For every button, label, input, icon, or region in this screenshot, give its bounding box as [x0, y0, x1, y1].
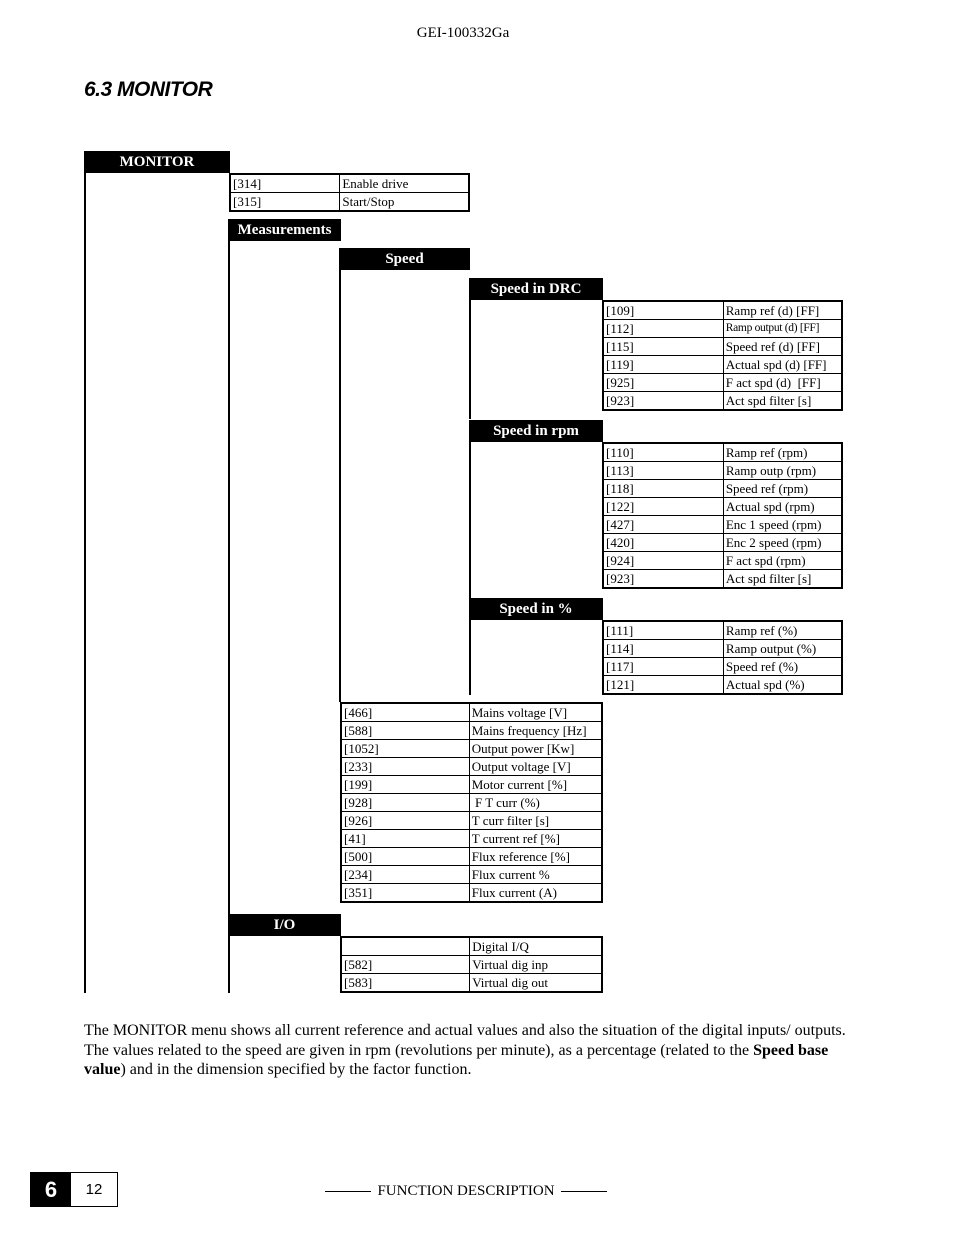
parameter-name: Digital I/Q [470, 937, 602, 956]
table-row[interactable] [603, 534, 842, 552]
footer [0, 1183, 932, 1200]
speed-pct-tree-line [469, 619, 471, 695]
io-table [340, 936, 603, 993]
parameter-code [341, 937, 470, 956]
parameter-name: T curr filter [s] [469, 812, 602, 830]
parameter-name: Mains frequency [Hz] [469, 722, 602, 740]
parameter-name: Flux current (A) [469, 884, 602, 903]
description-text: The MONITOR menu shows all current reference and actual values and also the situation of the digital inputs/ outputs. The values related to the speed are given in rpm (revolutions per minute), as a percentage (related to the [84, 1022, 846, 1059]
parameter-name: Actual spd (rpm) [723, 498, 842, 516]
table-row[interactable] [341, 794, 602, 812]
parameter-name: Act spd filter [s] [723, 392, 842, 411]
parameter-name: Speed ref (%) [723, 658, 842, 676]
parameter-name: Ramp ref (d) [FF] [723, 301, 842, 320]
parameter-code: [420] [603, 534, 723, 552]
parameter-code: [234] [341, 866, 469, 884]
parameter-name: Ramp output (%) [723, 640, 842, 658]
parameter-code: [928] [341, 794, 469, 812]
parameter-code: [118] [603, 480, 723, 498]
description-text-end: ) and in the dimension specified by the factor function. [120, 1061, 472, 1078]
parameter-name: Ramp output (d) [FF] [723, 320, 842, 338]
table-row[interactable] [603, 516, 842, 534]
speed-in-drc-header[interactable]: Speed in DRC [469, 278, 603, 300]
speed-in-percent-header[interactable]: Speed in % [469, 598, 603, 620]
parameter-code: [583] [341, 974, 470, 993]
footer-rule-left [325, 1191, 371, 1192]
parameter-name: Flux current % [469, 866, 602, 884]
parameter-code: [119] [603, 356, 723, 374]
speed-drc-tree-line [469, 299, 471, 419]
table-row[interactable] [603, 676, 842, 695]
table-row[interactable] [341, 812, 602, 830]
parameter-name: Speed ref (d) [FF] [723, 338, 842, 356]
table-row[interactable] [341, 776, 602, 794]
table-row[interactable] [341, 884, 602, 903]
parameter-name: Output voltage [V] [469, 758, 602, 776]
table-row[interactable] [603, 621, 842, 640]
parameter-code: [924] [603, 552, 723, 570]
table-row[interactable] [603, 498, 842, 516]
parameter-code: [925] [603, 374, 723, 392]
monitor-tree-line [84, 172, 86, 993]
speed-in-rpm-header[interactable]: Speed in rpm [469, 420, 603, 442]
parameter-name: Act spd filter [s] [723, 570, 842, 589]
table-row[interactable] [603, 462, 842, 480]
parameter-code: [109] [603, 301, 723, 320]
table-row[interactable] [341, 866, 602, 884]
table-row[interactable] [341, 937, 602, 956]
description-paragraph [84, 1021, 854, 1080]
parameter-name: Enc 1 speed (rpm) [723, 516, 842, 534]
parameter-code: [582] [341, 956, 470, 974]
parameter-code: [117] [603, 658, 723, 676]
parameter-name: Enc 2 speed (rpm) [723, 534, 842, 552]
speed-header[interactable]: Speed [339, 248, 470, 270]
description-bold-term: Speed base value [84, 1041, 829, 1078]
parameter-code: [110] [603, 443, 723, 462]
parameter-name: Virtual dig inp [470, 956, 602, 974]
parameter-code: [923] [603, 392, 723, 411]
parameter-code: [500] [341, 848, 469, 866]
parameter-code: [588] [341, 722, 469, 740]
parameter-code: [41] [341, 830, 469, 848]
speed-rpm-tree-line [469, 441, 471, 598]
parameter-name: Speed ref (rpm) [723, 480, 842, 498]
parameter-name: Actual spd (d) [FF] [723, 356, 842, 374]
table-row[interactable] [341, 740, 602, 758]
parameter-code: [926] [341, 812, 469, 830]
parameter-name: Virtual dig out [470, 974, 602, 993]
parameter-name: Output power [Kw] [469, 740, 602, 758]
monitor-parameter-table [229, 173, 470, 212]
table-row[interactable] [603, 338, 842, 356]
section-title: 6.3 MONITOR [84, 78, 213, 101]
parameter-code: [315] [230, 193, 340, 212]
parameter-name: Mains voltage [V] [469, 703, 602, 722]
measurements-header[interactable]: Measurements [228, 219, 341, 241]
table-row[interactable] [341, 974, 602, 993]
io-header[interactable]: I/O [228, 914, 341, 936]
speed-in-drc-table [602, 300, 843, 411]
measurements-table [340, 702, 603, 903]
table-row[interactable] [603, 356, 842, 374]
table-row[interactable] [230, 193, 469, 212]
parameter-name: F act spd (rpm) [723, 552, 842, 570]
footer-label: FUNCTION DESCRIPTION [377, 1183, 555, 1199]
io-tree-line [228, 935, 230, 993]
parameter-name: F T curr (%) [469, 794, 602, 812]
parameter-code: [233] [341, 758, 469, 776]
parameter-name: F act spd (d) [FF] [723, 374, 842, 392]
parameter-code: [314] [230, 174, 340, 193]
parameter-code: [199] [341, 776, 469, 794]
table-row[interactable] [603, 552, 842, 570]
table-row[interactable] [341, 758, 602, 776]
parameter-code: [122] [603, 498, 723, 516]
parameter-name: Enable drive [340, 174, 469, 193]
parameter-code: [1052] [341, 740, 469, 758]
table-row[interactable] [603, 570, 842, 589]
parameter-code: [923] [603, 570, 723, 589]
measurements-tree-line [228, 240, 230, 915]
table-row[interactable] [603, 374, 842, 392]
chapter-number: 6 [31, 1173, 71, 1206]
parameter-code: [114] [603, 640, 723, 658]
parameter-name: Start/Stop [340, 193, 469, 212]
parameter-code: [115] [603, 338, 723, 356]
parameter-name: Flux reference [%] [469, 848, 602, 866]
parameter-code: [113] [603, 462, 723, 480]
table-row[interactable] [603, 658, 842, 676]
table-row[interactable] [341, 703, 602, 722]
table-row[interactable] [341, 722, 602, 740]
page-number: 12 [85, 1181, 103, 1198]
speed-in-percent-table [602, 620, 843, 695]
table-row[interactable] [603, 480, 842, 498]
parameter-name: Motor current [%] [469, 776, 602, 794]
parameter-code: [121] [603, 676, 723, 695]
speed-in-rpm-table [602, 442, 843, 589]
footer-rule-right [561, 1191, 607, 1192]
table-row[interactable] [603, 320, 842, 338]
table-row[interactable] [603, 443, 842, 462]
table-row[interactable] [603, 392, 842, 411]
table-row[interactable] [341, 848, 602, 866]
parameter-name: T current ref [%] [469, 830, 602, 848]
parameter-name: Ramp ref (%) [723, 621, 842, 640]
parameter-code: [427] [603, 516, 723, 534]
parameter-code: [466] [341, 703, 469, 722]
table-row[interactable] [603, 301, 842, 320]
parameter-code: [112] [603, 320, 723, 338]
parameter-name: Ramp ref (rpm) [723, 443, 842, 462]
table-row[interactable] [603, 640, 842, 658]
speed-tree-line [339, 269, 341, 702]
parameter-name: Ramp outp (rpm) [723, 462, 842, 480]
monitor-header[interactable]: MONITOR [84, 151, 230, 173]
parameter-code: [351] [341, 884, 469, 903]
table-row[interactable] [341, 830, 602, 848]
table-row[interactable] [230, 174, 469, 193]
document-code: GEI-100332Ga [416, 25, 510, 41]
parameter-code: [111] [603, 621, 723, 640]
parameter-name: Actual spd (%) [723, 676, 842, 695]
table-row[interactable] [341, 956, 602, 974]
